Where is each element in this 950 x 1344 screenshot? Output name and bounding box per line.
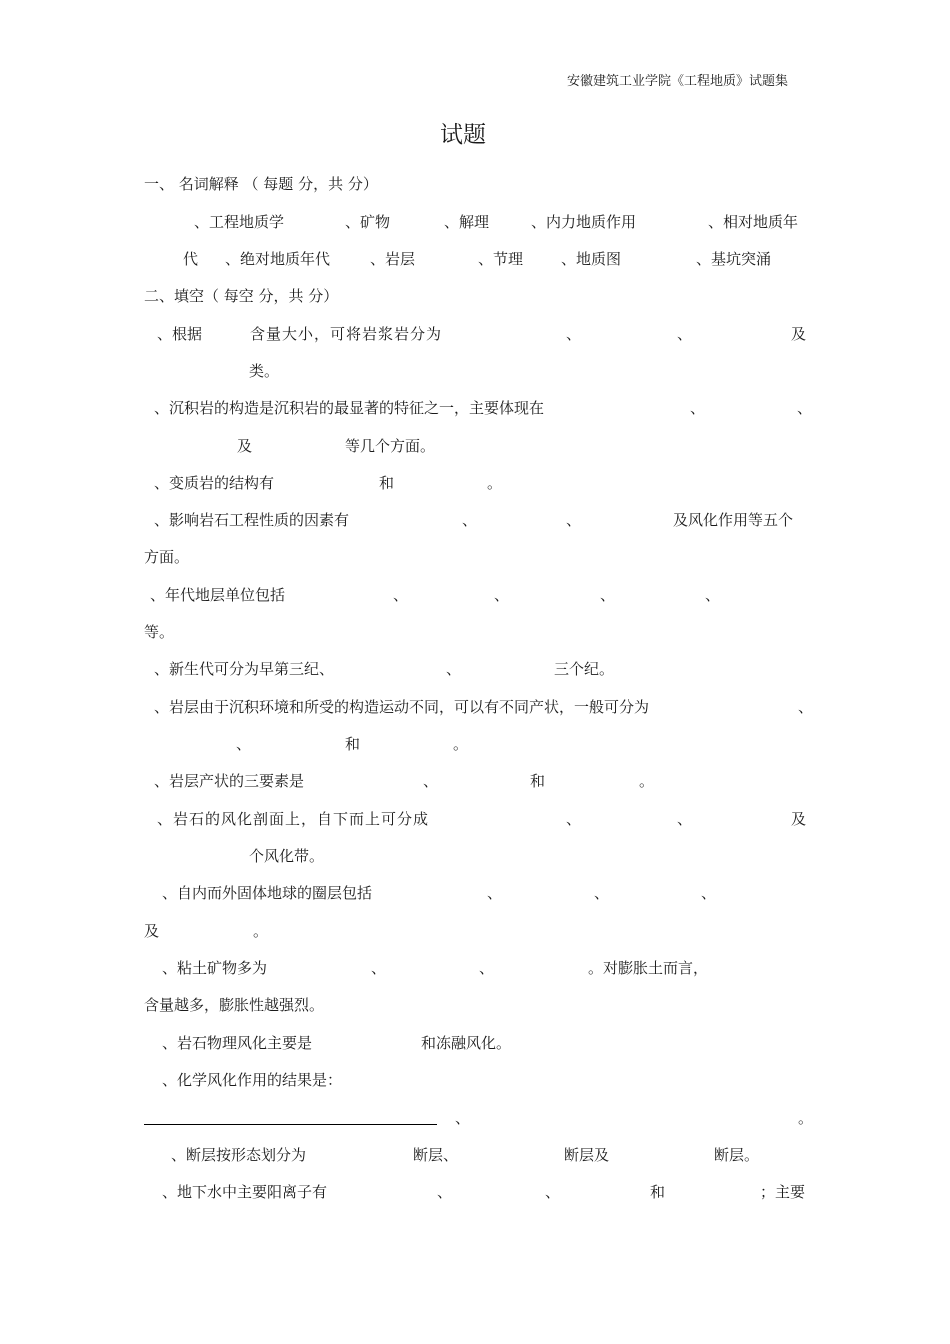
question-text: 、岩石的风化剖面上，自下而上可分成 [157,810,430,828]
question-text: 、变质岩的结构有 [154,474,275,492]
question-text: 、 [677,810,693,828]
term-item: 代 [183,250,199,268]
question-text: 及 [791,810,807,828]
section-heading: 一、 名词解释 （ 每题 分，共 分） [144,175,378,193]
question-text: 含量大小，可将岩浆岩分为 [250,325,443,343]
term-item: 、相对地质年 [708,213,799,231]
question-text: 、 [487,884,503,902]
term-item: 、岩层 [370,250,416,268]
question-text: 、 [455,1109,471,1127]
question-text: 、影响岩石工程性质的因素有 [154,511,350,529]
question-text: 和 [530,772,546,790]
question-text: 断层。 [714,1146,760,1164]
question-text: 、自内而外固体地球的圈层包括 [162,884,373,902]
question-text: 、 [393,586,409,604]
question-text: 和冻融风化。 [421,1034,512,1052]
question-text: 、 [690,399,706,417]
question-text: 个风化带。 [249,847,325,865]
term-item: 、基坑突涌 [696,250,772,268]
term-item: 、节理 [478,250,524,268]
term-item: 、矿物 [345,213,391,231]
question-text: 。 [639,772,655,790]
question-text: 、 [462,511,478,529]
question-text: 、 [371,959,387,977]
question-text: 、岩层产状的三要素是 [154,772,305,790]
question-text: 及 [237,437,253,455]
question-text: 类。 [249,362,280,380]
question-text: 。 [798,1109,814,1127]
term-item: 、工程地质学 [194,213,285,231]
question-text: 、 [479,959,495,977]
question-text: 、化学风化作用的结果是： [162,1071,343,1089]
question-text: 等。 [144,623,175,641]
question-text: 、岩层由于沉积环境和所受的构造运动不同，可以有不同产状，一般可分为 [154,698,650,716]
question-text: 断层及 [564,1146,610,1164]
question-text: 及 [791,325,807,343]
question-text: 和 [379,474,395,492]
page-header: 安徽建筑工业学院《工程地质》试题集 [567,74,789,89]
term-item: 、解理 [444,213,490,231]
question-text: 、 [437,1183,453,1201]
question-text: 、 [423,772,439,790]
answer-blank-line [144,1124,437,1125]
question-text: 。 [253,922,269,940]
question-text: 、 [594,884,610,902]
question-text: 及 [144,922,160,940]
question-text: 、断层按形态划分为 [171,1146,307,1164]
question-text: 断层、 [413,1146,459,1164]
question-text: 、 [705,586,721,604]
question-text: ；主要 [760,1183,806,1201]
term-item: 、绝对地质年代 [225,250,331,268]
question-text: 、 [236,735,252,753]
question-text: 、 [566,810,582,828]
question-text: 含量越多，膨胀性越强烈。 [144,996,325,1014]
section-heading: 二、填空（ 每空 分，共 分） [144,287,339,305]
question-text: 。 [487,474,503,492]
question-text: 三个纪。 [554,660,615,678]
question-text: 和 [650,1183,666,1201]
page-title: 试题 [440,122,486,148]
question-text: 、年代地层单位包括 [150,586,286,604]
question-text: 、 [566,325,582,343]
question-text: 、 [600,586,616,604]
term-item: 、地质图 [561,250,622,268]
question-text: 、粘土矿物多为 [162,959,268,977]
question-text: 、岩石物理风化主要是 [162,1034,313,1052]
question-text: 及风化作用等五个 [673,511,794,529]
question-text: 、 [446,660,462,678]
term-item: 、内力地质作用 [531,213,637,231]
question-text: 方面。 [144,548,190,566]
question-text: 、新生代可分为早第三纪、 [154,660,335,678]
question-text: 。对膨胀土而言， [588,959,709,977]
question-text: 、 [797,399,813,417]
question-text: 、 [494,586,510,604]
question-text: 等几个方面。 [345,437,436,455]
question-text: 、 [566,511,582,529]
question-text: 和 [345,735,361,753]
question-text: 、 [701,884,717,902]
question-text: 、沉积岩的构造是沉积岩的最显著的特征之一，主要体现在 [154,399,545,417]
question-text: 。 [453,735,469,753]
question-text: 、 [545,1183,561,1201]
question-text: 、 [798,698,814,716]
question-text: 、 [677,325,693,343]
question-text: 、地下水中主要阳离子有 [162,1183,328,1201]
question-text: 、根据 [157,325,203,343]
